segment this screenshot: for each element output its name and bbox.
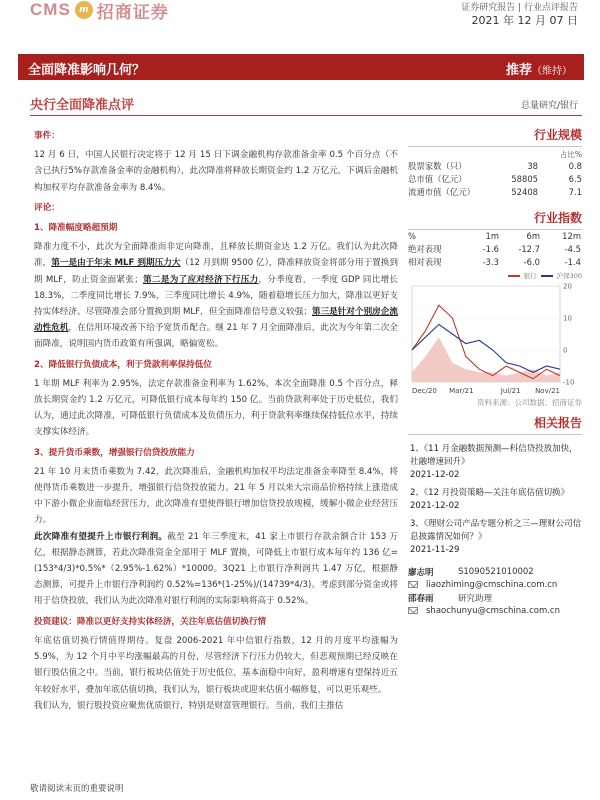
logo-text-en: CMS [30, 0, 71, 19]
list-item[interactable] [408, 487, 582, 513]
text-run: 截至 21 年三季度末，41 家上市银行存款余额合计 153 万亿，根据静态测算，若此次降准资金全部用于 MLF 置换，可降低上市银行成本每年约 136 亿=(153*4/3)*0.5%*（2.95%-1.62%）*10000。3Q21 上市银行净利润共 1.47 万亿，根据静态测算，可提升上市银行净利润约 0.52%=136*(1-25%)/(14739*4/3)。考虑到部分资金或将用于信贷投放，我们认为此次降准对银行利润的实际影响将高于 0.52%。 [34, 531, 398, 607]
row-value: -3.3 [482, 257, 499, 267]
y-tick-label: -10 [563, 378, 575, 387]
industry-scale-heading: 行业规模 [408, 124, 582, 147]
row-label: 股票家数（只） [408, 161, 467, 171]
row-value: -6.0 [523, 257, 540, 267]
report-subtitle: 央行全面降准点评 [30, 98, 135, 113]
title-banner [18, 54, 584, 80]
analyst-email-row [408, 578, 582, 591]
legend-label-index: 沪深300 [556, 272, 582, 280]
highlight-1: 第一是由于年末 MLF 到期压力大 [51, 258, 181, 269]
scale-table [408, 160, 582, 199]
table-row [408, 173, 582, 186]
sidebar [408, 124, 582, 617]
row-value: -4.5 [564, 244, 581, 254]
legend-swatch-bank [508, 275, 520, 277]
row-label: 相对表现 [408, 257, 442, 267]
analyst-name: 廖志明 [408, 567, 434, 578]
legend-label-bank: 银行 [523, 272, 537, 280]
related-date: 2021-12-02 [410, 501, 460, 511]
row-pct: 0.8 [568, 161, 582, 171]
scale-unit: 占比% [559, 150, 582, 159]
index-performance-chart [408, 280, 582, 396]
investment-heading: 投资建议：降准以更好支持实体经济，关注年底估值切换行情 [34, 616, 267, 627]
report-date: 2021 年 12 月 07 日 [471, 14, 578, 27]
list-item[interactable] [408, 518, 582, 557]
table-header-row [408, 230, 582, 243]
row-value: -1.4 [564, 257, 581, 267]
table-row [408, 186, 582, 199]
header-cell: 1m [485, 231, 499, 241]
analyst-email-row [408, 604, 582, 617]
event-heading: 事件： [34, 131, 60, 141]
related-title[interactable]: 3、《理财公司产品专题分析之三—理财公司信息披露情况如何？》 [410, 519, 582, 542]
highlight-2: 第二是为了应对经济下行压力 [142, 274, 259, 285]
header-cell: 12m [562, 231, 581, 241]
analyst-cert: S1090521010002 [458, 566, 534, 577]
rating-note: （维持） [532, 66, 572, 77]
research-category: 总量研究/银行 [520, 101, 578, 111]
row-label: 总市值（亿元） [408, 174, 467, 184]
analyst-row [408, 565, 582, 578]
x-tick-label: Nov/21 [535, 387, 560, 395]
section-3-heading: 3、提升货币乘数，增强银行信贷投放能力 [34, 447, 195, 458]
row-value: 38 [527, 161, 538, 171]
table-row [408, 243, 582, 256]
analyst-email[interactable]: shaochunyu@cmschina.com.cn [426, 605, 560, 616]
header-divider [30, 115, 582, 116]
section-1-heading: 1、降准幅度略超预期 [34, 223, 118, 234]
text-run: ，在信用环境改善下给予宽货币配合。继 21 年 7 月全面降准后，此次为今年第二次全面降准，说明国内货币政策有所强调，略偏宽松。 [34, 323, 398, 350]
text-run: （12 月到期 9500 亿），降准释放资金将部分用于置换到期 MLF，防止资金面紧张； [34, 258, 398, 285]
analyst-row [408, 591, 582, 604]
x-tick-label: Dec/20 [412, 387, 437, 395]
row-pct: 6.5 [568, 174, 582, 184]
row-value: 52408 [511, 187, 538, 197]
related-date: 2021-11-29 [410, 545, 460, 555]
main-body [34, 124, 398, 714]
comment-heading: 评论： [34, 202, 60, 213]
analyst-name: 邵春雨 [408, 593, 434, 604]
text-run: ，分季度看，一季度 GDP 同比增长 18.3%，二季度同比增长 7.9%，三季度同比增长 4.9%，随着稳增长压力加大，降准以更好支持实体经济。尽管降准会部分置换到期 MLF，但全面降准信号意义较强； [34, 274, 398, 318]
event-paragraph: 12 月 6 日，中国人民银行决定将于 12 月 15 日下调金融机构存款准备金率 0.5 个百分点（不含已执行5%存款准备金率的金融机构），此次降准将释放长期资金约 1.2 万亿元，下调后金融机构加权平均存款准备金率为 8.4%。 [34, 150, 398, 193]
row-label: 流通市值（亿元） [408, 187, 475, 197]
analyst-cert: 研究助理 [458, 593, 493, 604]
analyst-block [408, 565, 582, 617]
list-item[interactable] [408, 443, 582, 482]
highlight-3: 第三是针对个别房企流动性危机 [34, 307, 398, 334]
section-2-paragraph: 1 年期 MLF 利率为 2.95%，法定存款准备金利率为 1.62%。本次全面降准 0.5 个百分点，释放长期资金约 1.2 万亿元，可降低银行成本每年约 150 亿。当前贷款利率处于历史低位，我们认为，通过此次降准，可降低银行负债成本及负债压力，利于贷款利率继续保持低位水平，持续支撑实体经济。 [34, 378, 398, 438]
page-footer: 敬请阅读末页的重要说明 [30, 784, 124, 794]
analyst-email[interactable]: liaozhiming@cmschina.com.cn [426, 579, 558, 590]
investment-paragraph: 年底估值切换行情值得期待。复盘 2006-2021 年中信银行指数，12 月的月度平均涨幅为 5.9%，为 12 个月中平均涨幅最高的月份，尽管经济下行压力仍较大，但悲观预期已经反映在银行股估值之中。当前，银行板块估值处于历史低位，基本面稳中向好，盈利增速有望保持近五年较好水平，叠加年底估值切换，我们认为，银行板块或迎来估值小幅修复，可以更乐观些。 [34, 635, 398, 695]
related-reports-list [408, 435, 582, 557]
mail-icon [408, 607, 418, 614]
rating-badge [506, 59, 572, 78]
closing-paragraph: 我们认为，银行股投资应聚焦优质银行，特别是财富管理银行。当前，我们主推估 [34, 700, 344, 711]
related-date: 2021-12-02 [410, 470, 460, 480]
company-logo [30, 0, 169, 23]
related-title[interactable]: 1、《11 月金融数据预测—科信贷投放加快，社融增速回升》 [410, 444, 578, 467]
text-run: 降准力度不小，此次为全面降准而非定向降准，且释放长期资金达 1.2 万亿。我们认为此次降准， [34, 242, 398, 269]
row-pct: 7.1 [568, 187, 582, 197]
y-tick-label: 10 [563, 314, 572, 323]
table-row [408, 160, 582, 173]
row-label: 绝对表现 [408, 244, 442, 254]
related-title[interactable]: 2、《12 月投资策略—关注年底估值切换》 [410, 488, 570, 498]
mail-icon [408, 581, 418, 588]
row-value: -12.7 [518, 244, 540, 254]
header-cell: % [408, 231, 416, 241]
table-row [408, 256, 582, 269]
industry-index-heading: 行业指数 [408, 207, 582, 230]
y-tick-label: 0 [563, 346, 568, 355]
related-reports-heading: 相关报告 [408, 412, 582, 435]
legend-swatch-index [541, 275, 553, 277]
section-2-heading: 2、降低银行负债成本，利于贷款利率保持低位 [34, 359, 212, 370]
section-3-paragraph: 21 年 10 月末货币乘数为 7.42，此次降准后，金融机构加权平均法定准备金率降至 8.4%，将使得货币乘数进一步提升，增强银行信贷投放能力。21 年 5 月以来大宗商品价格持续上涨造成中下游小微企业面临经营压力，此次降准有望使得银行增加信贷投放规模，缓解小微企业经营压力。 [34, 466, 398, 526]
y-tick-label: 20 [563, 282, 572, 291]
x-tick-label: Jul/21 [500, 387, 521, 395]
section-1-paragraph [34, 239, 398, 352]
chart-source: 资料来源：公司数据、招商证券 [477, 398, 582, 407]
row-value: 58805 [511, 174, 538, 184]
page-header [0, 0, 600, 26]
logo-seal-icon: m [75, 1, 93, 19]
report-type: 证券研究报告 | 行业点评报告 [461, 3, 578, 13]
performance-table [408, 230, 582, 269]
report-title: 全面降准影响几何？ [28, 63, 146, 78]
row-value: -1.6 [482, 244, 499, 254]
chart-legend [408, 271, 582, 280]
header-cell: 6m [526, 231, 540, 241]
section-4-paragraph [34, 529, 398, 610]
bold-lead: 此次降准有望提升上市银行利润。 [34, 531, 168, 542]
x-tick-label: Mar/21 [449, 387, 474, 395]
rating-label: 推荐 [505, 63, 532, 78]
logo-text-cn: 招商证券 [96, 2, 169, 23]
